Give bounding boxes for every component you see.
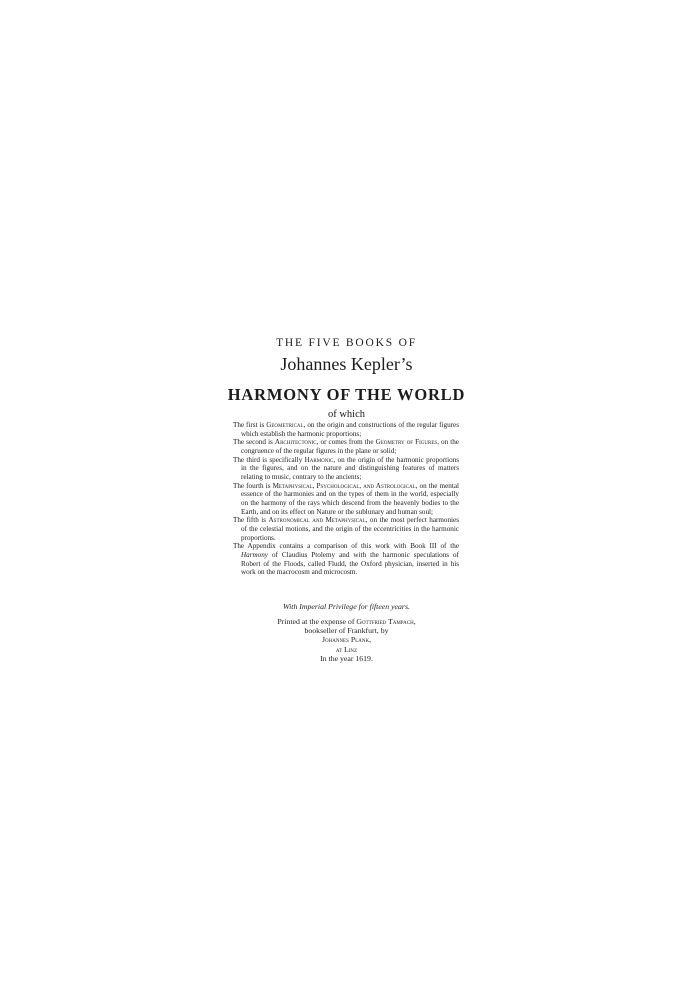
- title-line-author: Johannes Kepler’s: [280, 354, 413, 374]
- book-3-label: Harmonic: [304, 455, 334, 464]
- book-2-entry: The second is Architectonic, or comes from the Geometry of Figures, on the congruence of the regular figures in the plane or solid;: [233, 438, 459, 455]
- book-1-entry: The first is Geometrical, on the origin and constructions of the regular figures which establish the harmonic proportions;: [233, 421, 459, 438]
- imprint-line-3: Johannes Plank,: [321, 635, 372, 645]
- imprint-line-1: Printed at the expense of Gottfried Tampach,: [277, 617, 416, 626]
- book-2-label: Architectonic: [274, 438, 317, 447]
- appendix-harmony-title: Harmony: [241, 550, 268, 559]
- book-5-label: Astronomical and Metaphysical: [268, 516, 366, 525]
- imprint-year: In the year 1619.: [320, 653, 373, 663]
- book-1-label: Geometrical: [266, 421, 304, 429]
- printer-name: Gottfried Tampach: [356, 617, 414, 626]
- imprint-location: at Linz: [335, 644, 358, 654]
- title-line-of-which: of which: [327, 409, 366, 420]
- book-4-entry: The fourth is Metaphysical, Psychological, and Astrological, on the mental essence of the harmonies and on the types of them in the world, especially on the harmony of the rays which descend from the heavenly bodies to the Earth, and on its effect on Nature or the sublunary and human soul;: [233, 481, 459, 516]
- books-list: [233, 421, 459, 577]
- title-line-five-books: THE FIVE BOOKS OF: [276, 337, 417, 349]
- imperial-privilege: With Imperial Privilege for fifteen years.: [283, 602, 410, 611]
- book-4-label: Metaphysical, Psychological, and Astrological: [272, 481, 416, 490]
- imprint: [0, 617, 693, 663]
- appendix-entry: The Appendix contains a comparison of this work with Book III of the Harmony of Claudius Ptolemy and with the harmonic speculations of Robert of the Floods, called Fludd, the Oxford physician, inserted in his work on the macrocosm and microcosm.: [233, 542, 459, 577]
- publisher-name: Johannes Plank: [321, 635, 370, 645]
- book-2-label-secondary: Geometry of Figures: [375, 438, 438, 447]
- title-line-harmony: HARMONY OF THE WORLD: [227, 385, 466, 404]
- book-3-entry: The third is specifically Harmonic, on the origin of the harmonic proportions in the figures, and on the nature and distinguishing features of matters relating to music, contrary to the ancients;: [233, 455, 460, 481]
- book-5-entry: The fifth is Astronomical and Metaphysical, on the most perfect harmonies of the celestial motions, and the origin of the eccentricities in the harmonic proportions.: [233, 516, 459, 542]
- imprint-line-2: bookseller of Frankfurt, by: [304, 626, 389, 636]
